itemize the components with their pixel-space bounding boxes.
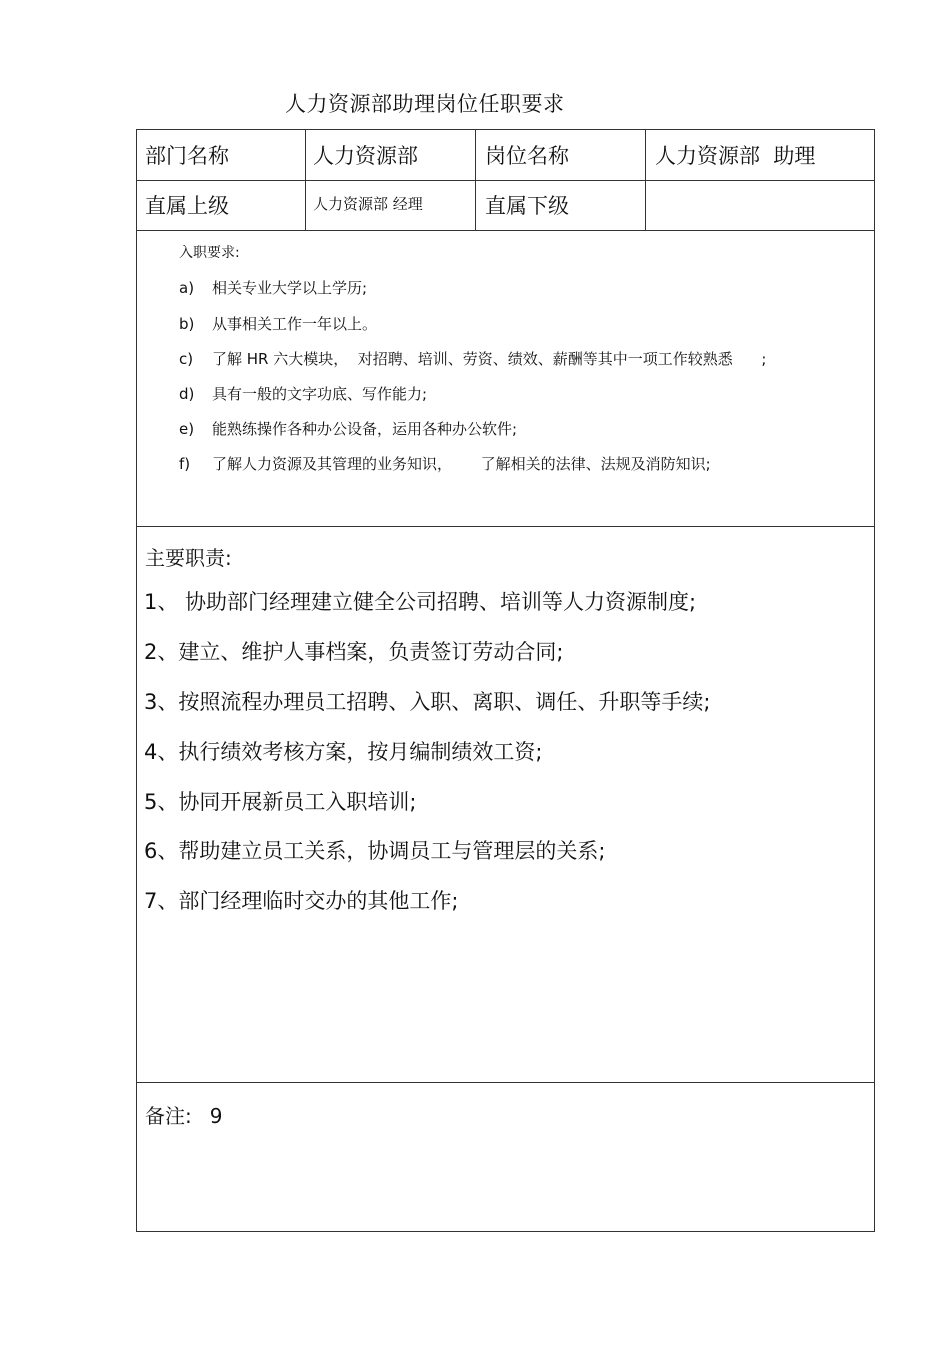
duty-item: 1、 协助部门经理建立健全公司招聘、培训等人力资源制度; [144, 590, 697, 614]
requirement-item [179, 418, 517, 439]
requirement-item [179, 383, 427, 404]
remark-label: 备注: [145, 1104, 192, 1128]
section-divider [137, 526, 874, 527]
dept-name-value: 人力资源部 [313, 144, 418, 168]
dept-name-label: 部门名称 [145, 144, 229, 168]
remark-row [145, 1100, 222, 1129]
position-name-label: 岗位名称 [485, 144, 569, 168]
direct-subordinate-label: 直属下级 [485, 194, 569, 218]
requirement-label: a) [179, 279, 195, 297]
requirement-text: 具有一般的文字功底、写作能力; [212, 385, 428, 403]
duty-item: 6、帮助建立员工关系，协调员工与管理层的关系; [144, 839, 606, 863]
requirement-item [179, 313, 377, 334]
duties-heading: 主要职责: [145, 546, 232, 570]
duty-item: 5、协同开展新员工入职培训; [144, 790, 417, 814]
requirement-label: d) [179, 385, 195, 403]
requirement-text: 能熟练操作各种办公设备，运用各种办公软件; [212, 420, 518, 438]
job-requirements-table [136, 129, 875, 1232]
duty-item: 7、部门经理临时交办的其他工作; [144, 889, 459, 913]
requirements-heading: 入职要求: [179, 245, 240, 261]
duty-item: 3、按照流程办理员工招聘、入职、离职、调任、升职等手续; [144, 690, 711, 714]
position-name-value: 人力资源部 助理 [655, 144, 816, 168]
column-divider [305, 130, 306, 230]
column-divider [475, 130, 476, 230]
requirement-label: e) [179, 420, 195, 438]
direct-superior-value: 人力资源部 经理 [313, 195, 423, 213]
requirement-text: 了解人力资源及其管理的业务知识， 了解相关的法律、法规及消防知识; [212, 455, 711, 473]
row-divider [137, 230, 874, 231]
document-title: 人力资源部助理岗位任职要求 [285, 92, 565, 116]
direct-superior-label: 直属上级 [145, 194, 229, 218]
duty-item: 2、建立、维护人事档案，负责签订劳动合同; [144, 640, 564, 664]
requirement-label: f) [179, 455, 191, 473]
requirement-item [179, 453, 711, 474]
requirement-item [179, 277, 367, 298]
requirement-label: c) [179, 350, 194, 368]
requirement-text: 从事相关工作一年以上。 [212, 315, 378, 333]
column-divider [645, 130, 646, 230]
section-divider [137, 1082, 874, 1083]
requirement-item [179, 348, 766, 369]
row-divider [137, 180, 874, 181]
requirement-text: 了解 HR 六大模块， 对招聘、培训、劳资、绩效、薪酬等其中一项工作较熟悉 ; [212, 350, 767, 368]
remark-value: 9 [209, 1104, 223, 1128]
duty-item: 4、执行绩效考核方案，按月编制绩效工资; [144, 740, 543, 764]
requirement-text: 相关专业大学以上学历; [212, 279, 368, 297]
requirement-label: b) [179, 315, 195, 333]
